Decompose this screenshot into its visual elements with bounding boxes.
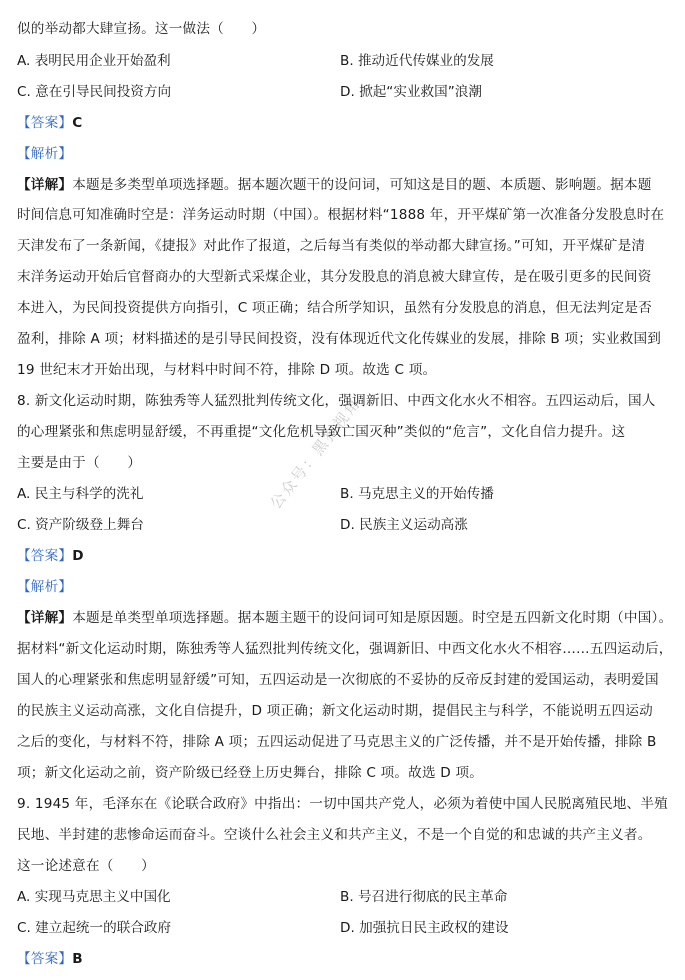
q7-detail-line-3: 天津发布了一条新闻，《捷报》对此作了报道，之后每当有类似的举动都大肆宣扬。”可知，开平煤矿是清: [17, 238, 646, 254]
q8-stem-line-1: 8. 新文化运动时期，陈独秀等人猛烈批判传统文化，强调新旧、中西文化水火不相容。五四运动后，国人: [17, 393, 656, 409]
q7-option-b: B. 推动近代传媒业的发展: [340, 53, 494, 69]
q9-stem-line-3: 这一论述意在（ ）: [17, 858, 155, 874]
q8-detail-line-6: 项；新文化运动之前，资产阶级已经登上历史舞台，排除 C 项。故选 D 项。: [17, 765, 484, 781]
q8-option-c: C. 资产阶级登上舞台: [17, 517, 144, 533]
analysis-tag: 【解析】: [17, 146, 73, 162]
q7-stem-tail: 似的举动都大肆宣扬。这一做法（ ）: [17, 21, 266, 37]
q7-detail-line-2: 时间信息可知准确时空是：洋务运动时期（中国）。根据材料“1888 年，开平煤矿第一次准备分发股息时在: [17, 207, 665, 223]
watermark: 公众号：黑狗视角: [266, 394, 365, 513]
q9-answer-value: B: [72, 951, 83, 967]
q7-answer-line: [17, 108, 677, 138]
q9-answer-line: [17, 944, 677, 974]
q9-option-c: C. 建立起统一的联合政府: [17, 920, 172, 936]
q9-option-b: B. 号召进行彻底的民主革命: [340, 889, 508, 905]
q8-answer-value: D: [72, 548, 84, 564]
q9-option-d: D. 加强抗日民主政权的建设: [340, 920, 509, 936]
detail-tag: 【详解】: [17, 610, 73, 626]
answer-tag: 【答案】: [17, 951, 73, 967]
q8-analysis-tag-line: [17, 572, 677, 602]
q7-detail-text-1: 本题是多类型单项选择题。据本题次题干的设问词，可知这是目的题、本质题、影响题。据本题: [72, 177, 652, 193]
answer-tag: 【答案】: [17, 548, 73, 564]
answer-tag: 【答案】: [17, 115, 73, 131]
q8-detail-line-5: 之后的变化，与材料不符，排除 A 项；五四运动促进了马克思主义的广泛传播，并不是开始传播，排除 B: [17, 734, 657, 750]
q7-option-d: D. 掀起“实业救国”浪潮: [340, 84, 482, 100]
q8-answer-line: [17, 541, 677, 571]
q8-detail-line-4: 的民族主义运动高涨，文化自信提升，D 项正确；新文化运动时期，提倡民主与科学，不能说明五四运动: [17, 703, 653, 719]
q7-option-a: A. 表明民用企业开始盈利: [17, 53, 171, 69]
q7-detail-line-6: 盈利，排除 A 项；材料描述的是引导民间投资，没有体现近代文化传媒业的发展，排除 B 项；实业救国到: [17, 331, 662, 347]
q7-detail-line-1: [17, 170, 677, 200]
q9-stem-line-2: 民地、半封建的悲惨命运而奋斗。空谈什么社会主义和共产主义，不是一个自觉的和忠诚的共产主义者。: [17, 827, 652, 843]
detail-tag: 【详解】: [17, 177, 73, 193]
q7-analysis-tag-line: [17, 139, 677, 169]
q8-detail-line-2: 据材料“新文化运动时期，陈独秀等人猛烈批判传统文化，强调新旧、中西文化水火不相容……五四运动后，: [17, 641, 673, 657]
q7-detail-line-7: 19 世纪末才开始出现，与材料中时间不符，排除 D 项。故选 C 项。: [17, 362, 437, 378]
q8-detail-text-1: 本题是单类型单项选择题。据本题主题干的设问词可知是原因题。时空是五四新文化时期（中国）。: [72, 610, 673, 626]
q8-stem-line-3: 主要是由于（ ）: [17, 455, 142, 471]
q7-detail-line-5: 本进入，为民间投资提供方向指引，C 项正确；结合所学知识，虽然有分发股息的消息，但无法判定是否: [17, 300, 652, 316]
q8-option-a: A. 民主与科学的洗礼: [17, 486, 144, 502]
q7-detail-line-4: 末洋务运动开始后官督商办的大型新式采煤企业，其分发股息的消息被大肆宣传，是在吸引更多的民间资: [17, 269, 652, 285]
q9-stem-line-1: 9. 1945 年，毛泽东在《论联合政府》中指出：一切中国共产党人，必须为着使中国人民脱离殖民地、半殖: [17, 796, 668, 812]
q8-stem-line-2: 的心理紧张和焦虑明显舒缓，不再重提“文化危机导致亡国灭种”类似的“危言”，文化自信力提升。这: [17, 424, 626, 440]
q7-option-c: C. 意在引导民间投资方向: [17, 84, 172, 100]
q8-option-b: B. 马克思主义的开始传播: [340, 486, 494, 502]
q8-detail-line-3: 国人的心理紧张和焦虑明显舒缓”可知，五四运动是一次彻底的不妥协的反帝反封建的爱国运动，表明爱国: [17, 672, 659, 688]
q8-detail-line-1: [17, 603, 677, 633]
q7-answer-value: C: [72, 115, 83, 131]
q8-option-d: D. 民族主义运动高涨: [340, 517, 468, 533]
analysis-tag: 【解析】: [17, 579, 73, 595]
q9-option-a: A. 实现马克思主义中国化: [17, 889, 171, 905]
